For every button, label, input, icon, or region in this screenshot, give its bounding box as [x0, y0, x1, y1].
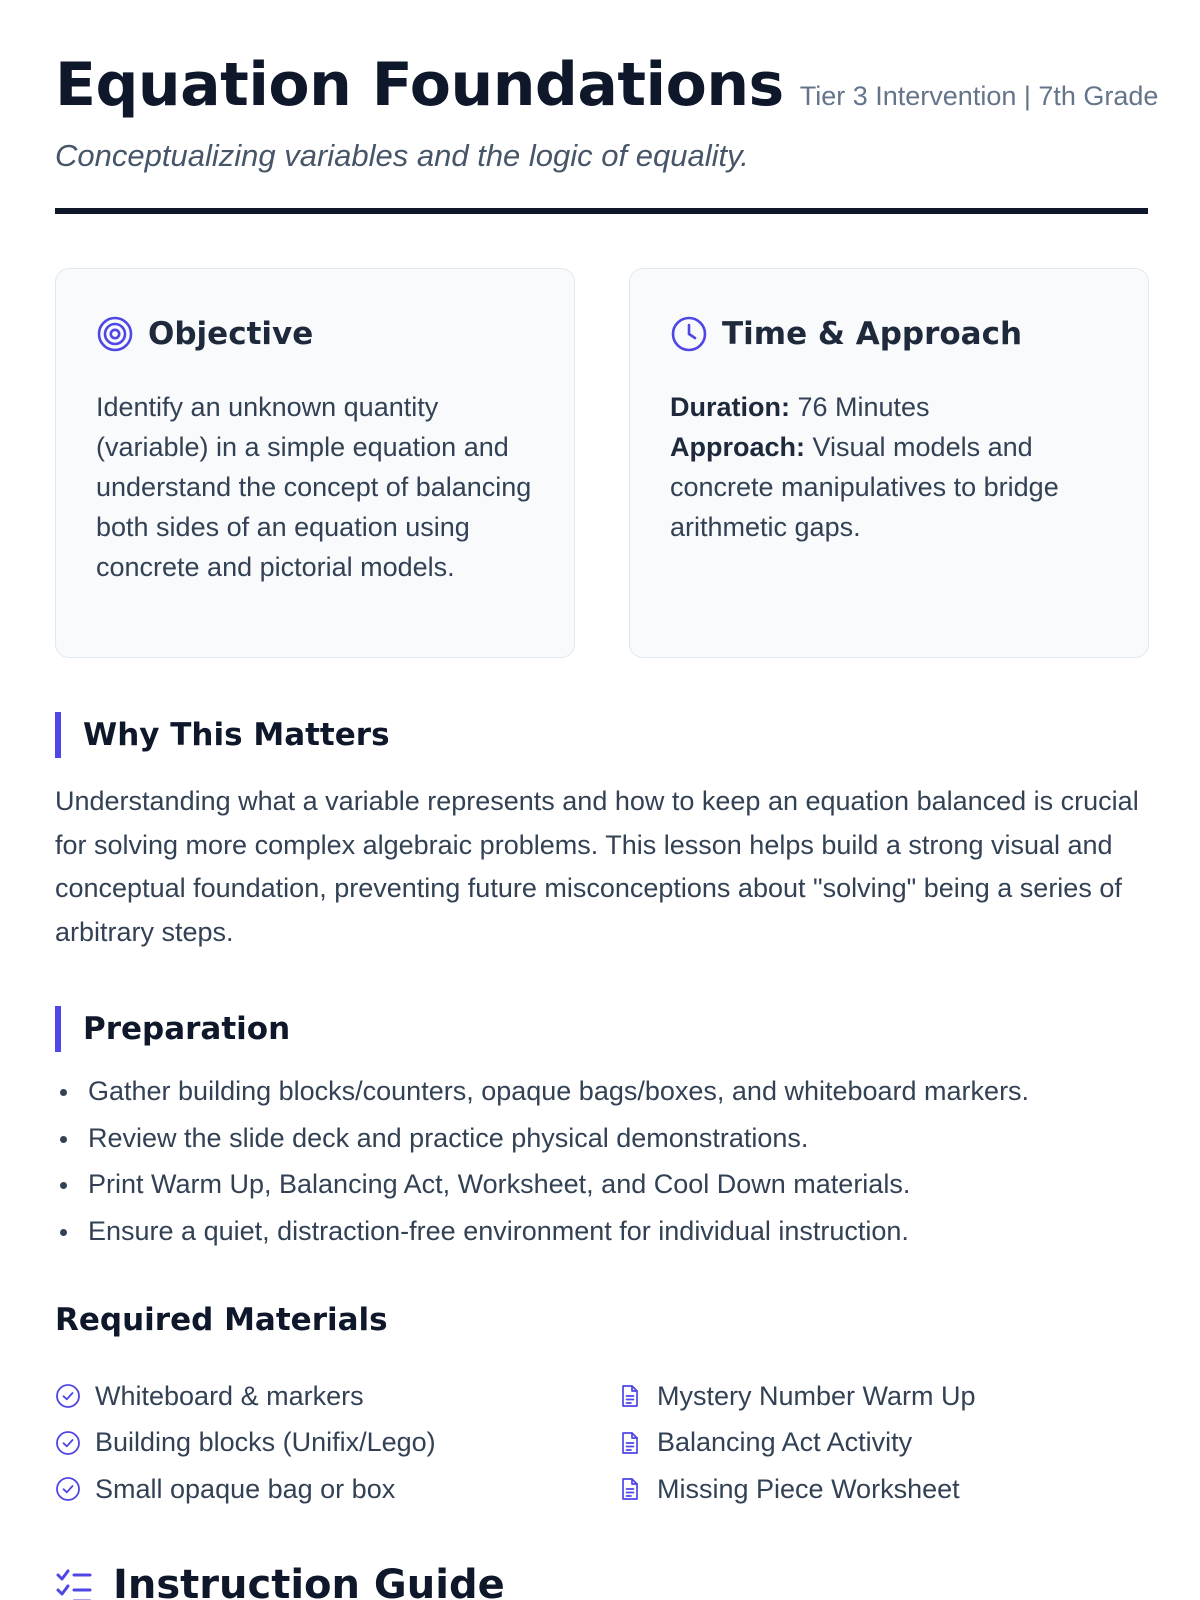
document-icon [617, 1383, 643, 1409]
objective-card-header [96, 309, 534, 359]
preparation-title: Preparation [83, 1011, 291, 1047]
objective-title: Objective [148, 316, 314, 352]
material-item [55, 1420, 436, 1467]
physical-materials-list [55, 1373, 436, 1513]
document-label: Mystery Number Warm Up [657, 1380, 976, 1411]
clock-icon [670, 315, 708, 353]
document-label: Balancing Act Activity [657, 1427, 913, 1458]
document-icon [617, 1476, 643, 1502]
document-materials-list [617, 1373, 976, 1513]
title-row [55, 50, 1158, 120]
material-label: Whiteboard & markers [95, 1380, 364, 1411]
section-accent-bar [55, 1006, 61, 1052]
preparation-list [55, 1068, 1029, 1254]
document-label: Missing Piece Worksheet [657, 1473, 960, 1504]
section-accent-bar [55, 712, 61, 758]
duration-line [670, 387, 1108, 427]
material-item [55, 1373, 436, 1420]
tier-grade-label: Tier 3 Intervention | 7th Grade [799, 81, 1159, 111]
check-circle-icon [55, 1430, 81, 1456]
page-subtitle: Conceptualizing variables and the logic of equality. [55, 138, 749, 173]
material-label: Small opaque bag or box [95, 1473, 396, 1504]
list-item: Gather building blocks/counters, opaque bags/boxes, and whiteboard markers. [55, 1068, 1029, 1115]
objective-text: Identify an unknown quantity (variable) in a simple equation and understand the concept of balancing both sides of an equation using concrete and pictorial models. [96, 392, 532, 582]
material-label: Building blocks (Unifix/Lego) [95, 1427, 436, 1458]
page-title: Equation Foundations [55, 50, 784, 120]
approach-line [670, 427, 1108, 547]
approach-value: Visual models and concrete manipulatives to bridge arithmetic gaps. [670, 432, 1059, 542]
preparation-heading [55, 1006, 290, 1052]
document-item[interactable] [617, 1373, 976, 1420]
document-item[interactable] [617, 1466, 976, 1513]
duration-value: 76 Minutes [789, 392, 930, 422]
instruction-guide-title: Instruction Guide [113, 1562, 505, 1600]
required-materials-title: Required Materials [55, 1302, 388, 1338]
check-circle-icon [55, 1476, 81, 1502]
check-circle-icon [55, 1383, 81, 1409]
time-approach-card-header [670, 309, 1108, 359]
objective-card [55, 268, 575, 658]
instruction-guide-heading [55, 1562, 505, 1600]
list-item: Ensure a quiet, distraction-free environment for individual instruction. [55, 1208, 1029, 1255]
time-approach-card [629, 268, 1149, 658]
header-divider [55, 208, 1148, 214]
approach-label: Approach: [670, 432, 805, 462]
document-item[interactable] [617, 1420, 976, 1467]
why-title: Why This Matters [83, 717, 390, 753]
list-item: Review the slide deck and practice physical demonstrations. [55, 1115, 1029, 1162]
time-approach-title: Time & Approach [722, 316, 1023, 352]
document-icon [617, 1430, 643, 1456]
checklist-icon [55, 1566, 93, 1600]
time-approach-body [670, 387, 1108, 547]
material-item [55, 1466, 436, 1513]
why-heading [55, 712, 390, 758]
why-text: Understanding what a variable represents and how to keep an equation balanced is crucial for solving more complex algebraic problems. This lesson helps build a strong visual and conceptual foundation, preventing future misconceptions about "solving" being a series of arbitrary steps. [55, 786, 1139, 947]
duration-label: Duration: [670, 392, 790, 422]
target-icon [96, 315, 134, 353]
list-item: Print Warm Up, Balancing Act, Worksheet, and Cool Down materials. [55, 1161, 1029, 1208]
